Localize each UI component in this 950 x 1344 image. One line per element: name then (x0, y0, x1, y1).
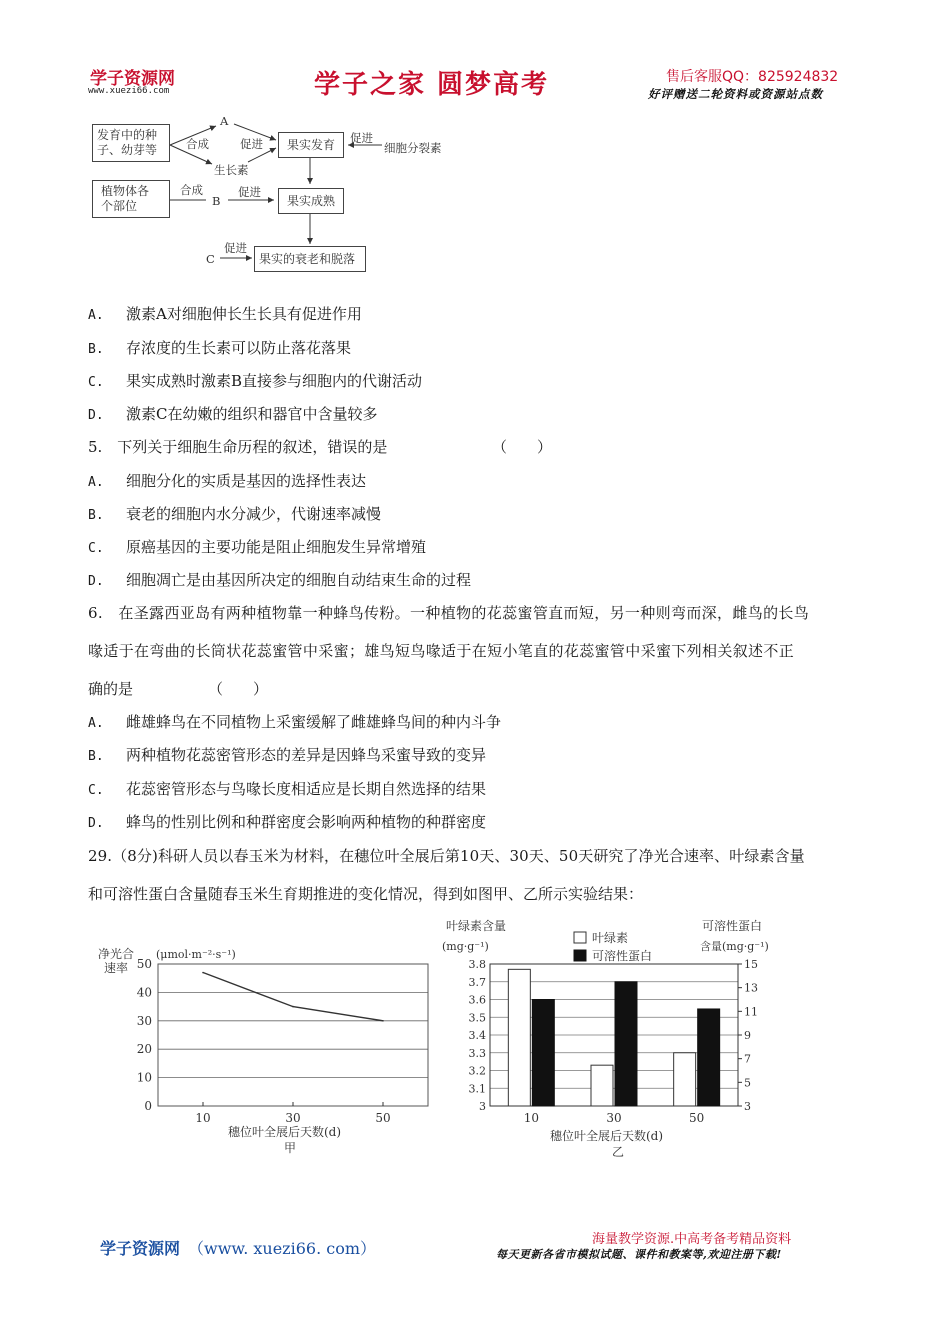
q5-option-c-letter: C. (88, 541, 104, 556)
q4-option-b-letter: B. (88, 342, 104, 357)
footer-note: 每天更新各省市模拟试题、课件和教案等,欢迎注册下载! (496, 1248, 782, 1261)
chart-jia-point-2 (382, 1020, 384, 1022)
label-synthesis-2: 合成 (180, 183, 203, 197)
q5-option-a-letter: A. (88, 475, 104, 490)
chart-yi-bar-protein-1 (615, 982, 637, 1106)
q6-option-c-letter: C. (88, 783, 104, 798)
q4-option-a-text: 激素A对细胞伸长生长具有促进作用 (126, 305, 362, 323)
q6-option-d (88, 812, 486, 834)
chart-yi-right-ticks (738, 958, 758, 1113)
q6-option-d-text: 蜂鸟的性别比例和种群密度会影响两种植物的种群密度 (126, 813, 487, 831)
chart-yi-x-ticks (524, 1111, 705, 1125)
label-promote-4: 促进 (224, 241, 247, 255)
q5-option-b-letter: B. (88, 508, 104, 523)
q5-option-a-text: 细胞分化的实质是基因的选择性表达 (126, 472, 367, 490)
header-qq: 售后客服QQ：825924832 (666, 69, 839, 85)
chart-jia-title: 甲 (284, 1141, 297, 1155)
chart-yi-right-axis-unit: 含量(mg·g⁻¹) (700, 940, 769, 953)
q6-answer-paren: （ ） (208, 680, 269, 698)
chart-yi-left-tick-8: 3.8 (468, 958, 486, 971)
box-fruit-development: 果实发育 (278, 132, 344, 158)
chart-yi-title: 乙 (612, 1145, 625, 1159)
chart-yi-bar-chlorophyll-1 (591, 1065, 613, 1106)
box-fruit-senescence: 果实的衰老和脱落 (254, 246, 366, 272)
chart-jia-ytick-3: 30 (136, 1013, 152, 1028)
chart-jia-x-ticks (195, 1102, 390, 1125)
q6-option-d-letter: D. (88, 816, 104, 831)
box-seed (92, 124, 170, 162)
chart-jia (88, 928, 440, 1160)
box-seed-line1: 发育中的种 (97, 128, 158, 142)
q4-option-c-letter: C. (88, 375, 104, 390)
chart-yi-left-axis-unit: (mg·g⁻¹) (442, 940, 489, 953)
legend-chlorophyll-label: 叶绿素 (592, 931, 629, 945)
chart-jia-xtick-2: 50 (375, 1111, 391, 1125)
footer-red-line: 海量教学资源.中高考备考精品资料 (592, 1232, 792, 1247)
chart-yi-bar-protein-2 (698, 1009, 720, 1106)
header-brand[interactable]: 学子资源网 (90, 69, 175, 89)
q4-option-a-letter: A. (88, 308, 104, 323)
header-brand-url[interactable]: www.xuezi66.com (88, 86, 170, 96)
chart-jia-point-0 (202, 972, 204, 974)
q5-option-b (88, 504, 381, 526)
chart-yi-left-tick-1: 3.1 (468, 1082, 486, 1096)
box-plant-line1: 植物体各 (101, 184, 150, 198)
chart-yi-xlabel: 穗位叶全展后天数(d) (550, 1129, 664, 1143)
chart-jia-ytick-0: 0 (144, 1099, 152, 1113)
q4-option-b (88, 338, 351, 360)
q6-stem-line3: 确的是 (88, 680, 134, 698)
chart-yi-bar-chlorophyll-0 (508, 969, 530, 1106)
chart-yi-xtick-0: 10 (523, 1111, 539, 1125)
chart-yi-right-tick-5: 13 (744, 981, 758, 995)
chart-jia-ytick-1: 10 (136, 1070, 152, 1085)
legend-protein-swatch (574, 950, 586, 961)
chart-jia-frame (158, 964, 428, 1106)
q5-answer-paren: （ ） (492, 438, 553, 456)
q6-option-b (88, 745, 486, 767)
chart-jia-points (202, 972, 384, 1022)
label-synthesis-1: 合成 (186, 137, 209, 151)
chart-yi-left-ticks (469, 958, 487, 1113)
chart-jia-y-ticks (137, 957, 152, 1113)
chart-jia-ytick-4: 40 (136, 985, 152, 1000)
chart-yi-bar-protein-0 (532, 1000, 554, 1107)
chart-jia-ylabel-line2: 速率 (104, 961, 129, 975)
box-plant-parts (92, 180, 170, 218)
q4-option-d-letter: D. (88, 408, 104, 423)
chart-jia-yunit: (μmol·m⁻²·s⁻¹) (156, 948, 236, 961)
q4-option-c (88, 371, 422, 393)
chart-yi-right-tick-1: 5 (744, 1076, 751, 1090)
chart-jia-xtick-1: 30 (285, 1111, 301, 1125)
box-plant-line2: 个部位 (101, 199, 138, 213)
footer-url[interactable]: （www. xuezi66. com） (188, 1239, 377, 1258)
chart-yi-left-tick-4: 3.4 (468, 1029, 486, 1042)
q4-option-a (88, 304, 362, 326)
chart-yi-right-tick-0: 3 (744, 1100, 751, 1113)
chart-jia-point-1 (292, 1006, 294, 1008)
q5-option-d-text: 细胞凋亡是由基因所决定的细胞自动结束生命的过程 (126, 571, 472, 589)
label-hormone-B: B (212, 194, 221, 208)
q5-stem: 5. 下列关于细胞生命历程的叙述，错误的是 (88, 438, 388, 456)
box-fruit-ripening: 果实成熟 (278, 188, 344, 214)
q4-option-b-text: 存浓度的生长素可以防止落花落果 (126, 339, 352, 357)
q5-option-c (88, 537, 426, 559)
chart-yi-right-tick-3: 9 (744, 1029, 751, 1042)
q29-stem-line2: 和可溶性蛋白含量随春玉米生育期推进的变化情况，得到如图甲、乙所示实验结果： (88, 885, 644, 903)
q6-stem-line2: 喙适于在弯曲的长筒状花蕊蜜管中采蜜；雄鸟短鸟喙适于在短小笔直的花蕊蜜管中采蜜下列相关叙述不正 (88, 642, 795, 660)
box-seed-line2: 子、幼芽等 (97, 143, 158, 157)
chart-yi-left-tick-3: 3.3 (468, 1046, 486, 1060)
q6-stem-line1: 6. 在圣露西亚岛有两种植物靠一种蜂鸟传粉。一种植物的花蕊蜜管直而短，另一种则弯而深，雌鸟的长鸟 (88, 604, 810, 622)
q5-option-b-text: 衰老的细胞内水分减少，代谢速率减慢 (126, 505, 382, 523)
hormone-flowchart (88, 112, 468, 282)
chart-yi-left-tick-2: 3.2 (468, 1064, 486, 1078)
q6-option-c-text: 花蕊密管形态与鸟喙长度相适应是长期自然选择的结果 (126, 780, 487, 798)
chart-yi (438, 912, 790, 1160)
chart-yi-right-axis-label: 可溶性蛋白 (702, 919, 763, 933)
chart-yi-xtick-2: 50 (689, 1111, 705, 1125)
q6-option-a-text: 雌雄蜂鸟在不同植物上采蜜缓解了雌雄蜂鸟间的种内斗争 (126, 713, 502, 731)
chart-jia-xlabel: 穗位叶全展后天数(d) (228, 1125, 342, 1139)
header-note: 好评赠送二轮资料或资源站点数 (648, 87, 823, 101)
q5-option-c-text: 原癌基因的主要功能是阻止细胞发生异常增殖 (126, 538, 427, 556)
chart-yi-bar-chlorophyll-2 (674, 1053, 696, 1106)
q5-option-d (88, 570, 471, 592)
chart-yi-left-tick-5: 3.5 (468, 1011, 486, 1025)
header-slogan: 学子之家 圆梦高考 (314, 70, 550, 100)
q4-option-d-text: 激素C在幼嫩的组织和器官中含量较多 (126, 405, 378, 423)
q6-option-b-letter: B. (88, 749, 104, 764)
q6-option-b-text: 两种植物花蕊密管形态的差异是因蜂鸟采蜜导致的变异 (126, 746, 487, 764)
chart-jia-grid (158, 992, 428, 1077)
chart-jia-ytick-5: 50 (136, 957, 152, 971)
chart-jia-ytick-2: 20 (136, 1042, 152, 1057)
chart-yi-right-tick-4: 11 (744, 1005, 758, 1019)
chart-yi-right-tick-6: 15 (744, 958, 758, 971)
label-cytokinin: 细胞分裂素 (384, 141, 442, 155)
footer-brand[interactable]: 学子资源网 (100, 1239, 181, 1258)
legend-chlorophyll-swatch (574, 932, 586, 943)
q5-option-a (88, 471, 366, 493)
label-promote-1: 促进 (240, 137, 263, 151)
chart-yi-left-tick-0: 3 (479, 1100, 486, 1113)
label-promote-2: 促进 (350, 131, 373, 145)
chart-jia-series-line (203, 973, 383, 1021)
label-promote-3: 促进 (238, 185, 261, 199)
label-auxin: 生长素 (214, 163, 249, 177)
q6-option-c (88, 779, 486, 801)
q29-stem-line1: 29.（8分)科研人员以春玉米为材料，在穗位叶全展后第10天、30天、50天研究了净光合速率、叶绿素含量 (88, 847, 805, 865)
chart-yi-bars (508, 969, 719, 1106)
q4-option-c-text: 果实成熟时激素B直接参与细胞内的代谢活动 (126, 372, 423, 390)
chart-yi-right-tick-2: 7 (744, 1052, 751, 1066)
legend-protein-label: 可溶性蛋白 (592, 949, 653, 963)
label-hormone-A: A (220, 114, 229, 128)
chart-yi-left-axis-label: 叶绿素含量 (446, 919, 507, 933)
chart-yi-left-tick-7: 3.7 (468, 975, 486, 989)
chart-yi-xtick-1: 30 (606, 1111, 622, 1125)
chart-jia-xtick-0: 10 (195, 1111, 211, 1125)
chart-yi-left-tick-6: 3.6 (468, 993, 486, 1007)
chart-jia-ylabel-line1: 净光合 (98, 947, 135, 961)
q5-option-d-letter: D. (88, 574, 104, 589)
label-hormone-C: C (206, 252, 215, 266)
q6-option-a (88, 712, 501, 734)
q4-option-d (88, 404, 377, 426)
q6-option-a-letter: A. (88, 716, 104, 731)
